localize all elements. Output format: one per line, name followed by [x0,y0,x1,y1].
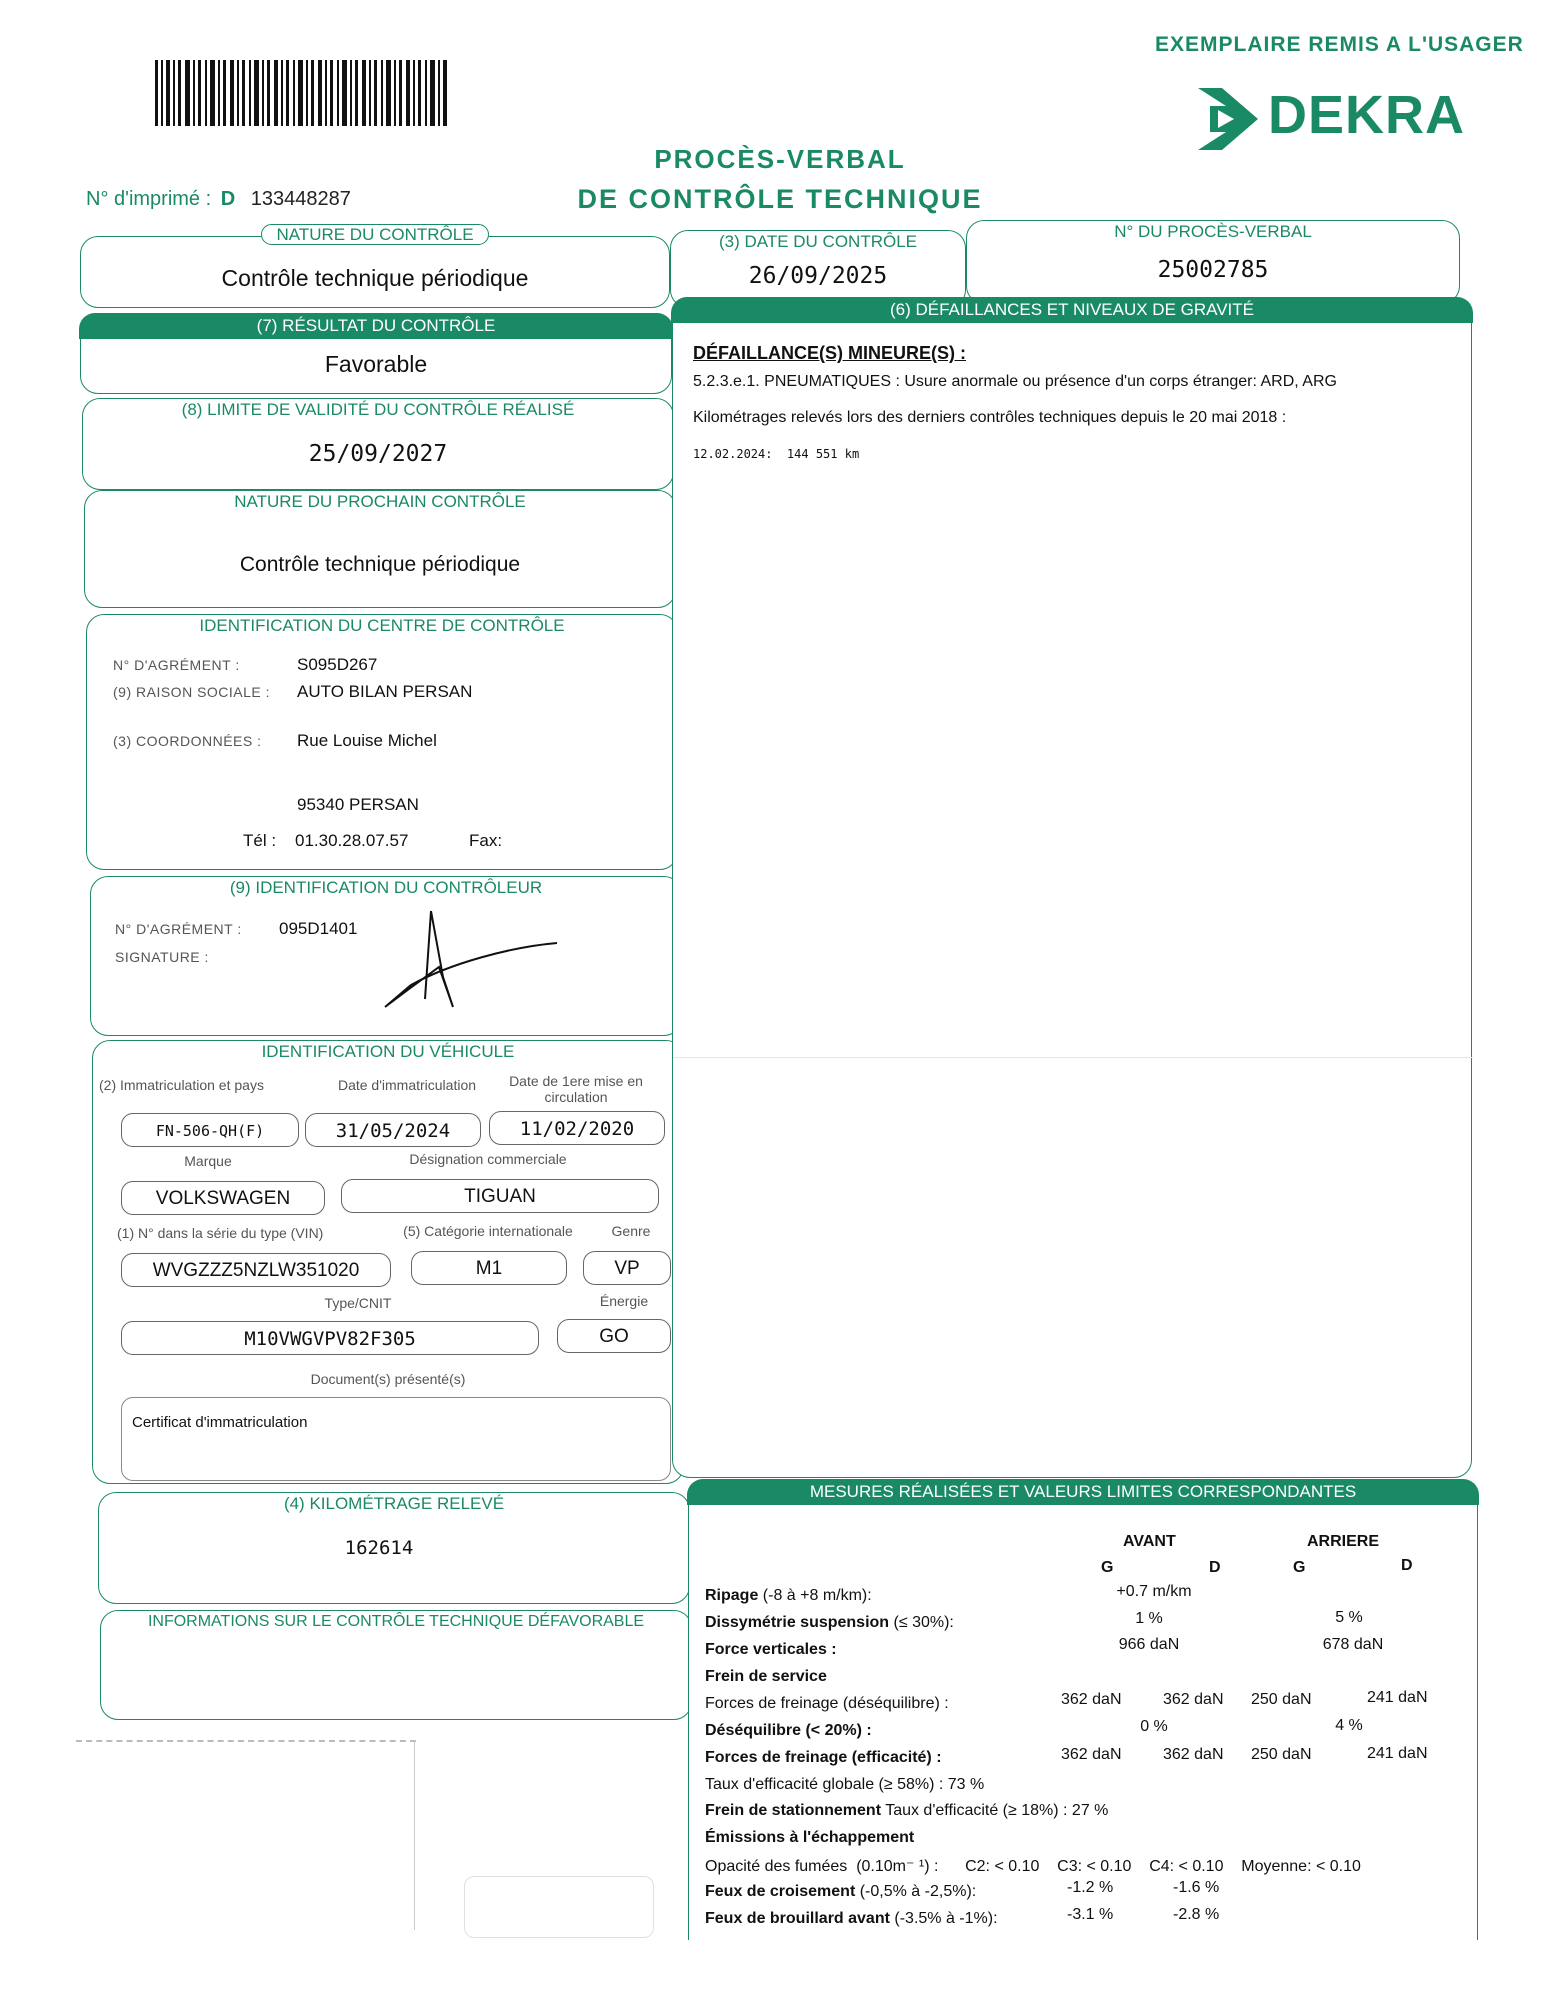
defects-title: DÉFAILLANCE(S) MINEURE(S) : [693,343,966,363]
barcode [155,60,450,126]
vehicle-energie-field: GO [557,1319,671,1353]
measures-header: MESURES RÉALISÉES ET VALEURS LIMITES CORRESPONDANTES [687,1479,1479,1505]
date-value: 26/09/2025 [748,263,888,289]
print-number-letter: D [220,188,236,210]
controller-signature [381,907,601,1017]
measure-dissymetrie-arriere: 5 % [1335,1609,1363,1626]
measure-row-feux-brouillard: Feux de brouillard avant (-3.5% à -1%): [705,1910,998,1927]
centre-raison-value: AUTO BILAN PERSAN [297,682,473,701]
centre-tel-label: Tél : [243,831,277,850]
vehicle-docs-label: Document(s) présenté(s) [310,1371,466,1387]
measure-forces-verticales-avant: 966 daN [1118,1636,1180,1653]
unfavorable-header: INFORMATIONS SUR LE CONTRÔLE TECHNIQUE DÉFAVORABLE [101,1611,691,1633]
measure-fe-d: 241 daN [1367,1745,1428,1762]
result-header: (7) RÉSULTAT DU CONTRÔLE [79,313,673,339]
vehicle-genre-label: Genre [611,1223,651,1239]
measure-forces-verticales-arriere: 678 daN [1322,1636,1384,1653]
measure-fe-a: 362 daN [1061,1746,1122,1763]
centre-coord-label: (3) COORDONNÉES : [113,733,262,749]
copy-notice [1155,33,1524,66]
barcode-graphic [155,60,450,126]
measure-desequilibre-arriere: 4 % [1335,1717,1363,1734]
measure-fe-b: 362 daN [1163,1746,1224,1763]
pv-box [966,220,1460,304]
measures-arriere-g: G [1293,1559,1306,1576]
vehicle-designation-label: Désignation commerciale [409,1151,567,1167]
copy-notice-text: EXEMPLAIRE REMIS A L'USAGER [1155,33,1524,56]
measure-row-ripage: Ripage (-8 à +8 m/km): [705,1587,872,1604]
measure-desequilibre-avant: 0 % [1140,1718,1168,1735]
doc-title-line1: PROCÈS-VERBAL [654,144,906,174]
centre-box [86,614,678,870]
measure-dissymetrie-avant: 1 % [1135,1610,1163,1627]
unfavorable-box [100,1610,692,1720]
date-header: (3) DATE DU CONTRÔLE [671,231,965,253]
faint-box [464,1876,654,1938]
measure-fd-b: 362 daN [1163,1691,1224,1708]
vehicle-docs-field [121,1397,671,1481]
measure-fd-d: 241 daN [1367,1689,1428,1706]
vehicle-cat-label: (5) Catégorie internationale [403,1223,573,1239]
measure-fd-a: 362 daN [1061,1691,1122,1708]
measure-row-frein-service: Frein de service [705,1668,827,1685]
nature-header: NATURE DU CONTRÔLE [81,224,669,246]
centre-raison-label: (9) RAISON SOCIALE : [113,684,271,700]
fold-line [673,1057,1473,1058]
defects-header: (6) DÉFAILLANCES ET NIVEAUX DE GRAVITÉ [671,297,1473,323]
validity-header: (8) LIMITE DE VALIDITÉ DU CONTRÔLE RÉALISÉ [83,399,673,421]
vehicle-cat-field: M1 [411,1251,567,1285]
measure-feux-croisement-1: -1.2 % [1067,1879,1114,1896]
vehicle-marque-label: Marque [184,1153,232,1169]
vehicle-marque-field: VOLKSWAGEN [121,1181,325,1215]
defects-box [672,298,1472,1478]
page-bottom-margin [0,1940,1554,2011]
measures-arriere-label: ARRIERE [1307,1533,1380,1550]
measure-row-forces-desequilibre: Forces de freinage (déséquilibre) : [705,1695,949,1712]
vehicle-box [92,1040,684,1484]
validity-value: 25/09/2027 [308,441,448,467]
cut-line-vertical [414,1740,415,1930]
vehicle-date-immat-field: 31/05/2024 [305,1113,481,1147]
measure-row-frein-stationnement: Frein de stationnement Taux d'efficacité (≥ 18%) : 27 % [705,1802,1109,1819]
defects-line3: 12.02.2024: 144 551 km [693,447,860,461]
defects-line2: Kilométrages relevés lors des derniers contrôles techniques depuis le 20 mai 2018 : [693,409,1287,426]
vehicle-date-immat-label: Date d'immatriculation [337,1077,477,1093]
print-number-value: 133448287 [250,188,351,210]
vehicle-designation-field: TIGUAN [341,1179,659,1213]
nature-value: Contrôle technique périodique [221,265,529,291]
centre-header: IDENTIFICATION DU CENTRE DE CONTRÔLE [87,615,677,637]
vehicle-type-label: Type/CNIT [324,1295,392,1311]
vehicle-vin-label: (1) N° dans la série du type (VIN) [117,1225,324,1241]
measure-row-emissions: Émissions à l'échappement [705,1829,915,1846]
centre-agrement-label: N° D'AGRÉMENT : [113,657,240,673]
measure-ripage-value: +0.7 m/km [1116,1583,1192,1600]
vehicle-docs-value: Certificat d'immatriculation [132,1414,308,1431]
controller-agrement-label: N° D'AGRÉMENT : [115,921,242,937]
measure-row-feux-croisement: Feux de croisement (-0,5% à -2,5%): [705,1883,977,1900]
dekra-brand-text: DEKRA [1268,85,1466,145]
pv-value: 25002785 [1157,257,1269,283]
centre-address2: 95340 PERSAN [297,795,419,814]
centre-tel-value: 01.30.28.07.57 [295,831,409,850]
controller-box [90,876,682,1036]
vehicle-vin-field: WVGZZZ5NZLW351020 [121,1253,391,1287]
mileage-box [98,1492,690,1604]
measures-avant-label: AVANT [1123,1533,1176,1550]
controller-header: (9) IDENTIFICATION DU CONTRÔLEUR [91,877,681,899]
controller-agrement-value: 095D1401 [279,919,358,938]
measure-row-dissymetrie: Dissymétrie suspension (≤ 30%): [705,1614,954,1631]
mileage-value: 162614 [344,1537,414,1559]
nature-box [80,225,670,308]
measure-row-forces-efficacite: Forces de freinage (efficacité) : [705,1749,942,1766]
next-box [84,490,676,608]
next-value: Contrôle technique périodique [239,553,521,576]
vehicle-first-circ-field: 11/02/2020 [489,1111,665,1145]
result-box [80,314,672,394]
defects-line1: 5.2.3.e.1. PNEUMATIQUES : Usure anormale ou présence d'un corps étranger: ARD, ARG [693,373,1337,390]
measure-row-taux-global: Taux d'efficacité globale (≥ 58%) : 73 % [705,1776,985,1793]
vehicle-energie-label: Énergie [599,1293,649,1309]
print-number-label: N° d'imprimé : [86,188,212,210]
measure-row-opacite: Opacité des fumées (0.10m⁻ ¹) : C2: < 0.10 C3: < 0.10 C4: < 0.10 Moyenne: < 0.10 [705,1858,1361,1875]
measure-row-forces-verticales: Force verticales : [705,1641,837,1658]
vehicle-type-field: M10VWGVPV82F305 [121,1321,539,1355]
next-header: NATURE DU PROCHAIN CONTRÔLE [85,491,675,513]
measures-arriere-d: D [1401,1557,1413,1574]
vehicle-genre-field: VP [583,1251,671,1285]
measure-feux-croisement-2: -1.6 % [1173,1879,1220,1896]
validity-box [82,398,674,490]
vehicle-first-circ-label: Date de 1ere mise en circulation [509,1073,643,1105]
dekra-arrow-icon [1196,84,1260,154]
vehicle-immat-field: FN-506-QH(F) [121,1113,299,1147]
measure-feux-brouillard-2: -2.8 % [1173,1906,1220,1923]
vehicle-header: IDENTIFICATION DU VÉHICULE [93,1041,683,1063]
dekra-logo [1196,84,1466,154]
measure-feux-brouillard-1: -3.1 % [1067,1906,1114,1923]
result-value: Favorable [324,351,428,377]
centre-agrement-value: S095D267 [297,655,378,674]
centre-address1: Rue Louise Michel [297,731,437,750]
measure-fe-c: 250 daN [1251,1746,1312,1763]
measures-avant-g: G [1101,1559,1114,1576]
measures-box [688,1480,1478,2010]
doc-title-line2: DE CONTRÔLE TECHNIQUE [577,184,983,214]
mileage-header: (4) KILOMÉTRAGE RELEVÉ [99,1493,689,1515]
print-number [86,188,351,211]
measure-row-desequilibre: Déséquilibre (< 20%) : [705,1722,872,1739]
cut-line [76,1740,416,1742]
centre-fax-label: Fax: [469,831,503,850]
pv-header: N° DU PROCÈS-VERBAL [967,221,1459,243]
measure-fd-c: 250 daN [1251,1691,1312,1708]
vehicle-immat-label: (2) Immatriculation et pays [99,1077,264,1093]
controller-signature-label: SIGNATURE : [115,949,209,965]
measures-avant-d: D [1209,1559,1221,1576]
